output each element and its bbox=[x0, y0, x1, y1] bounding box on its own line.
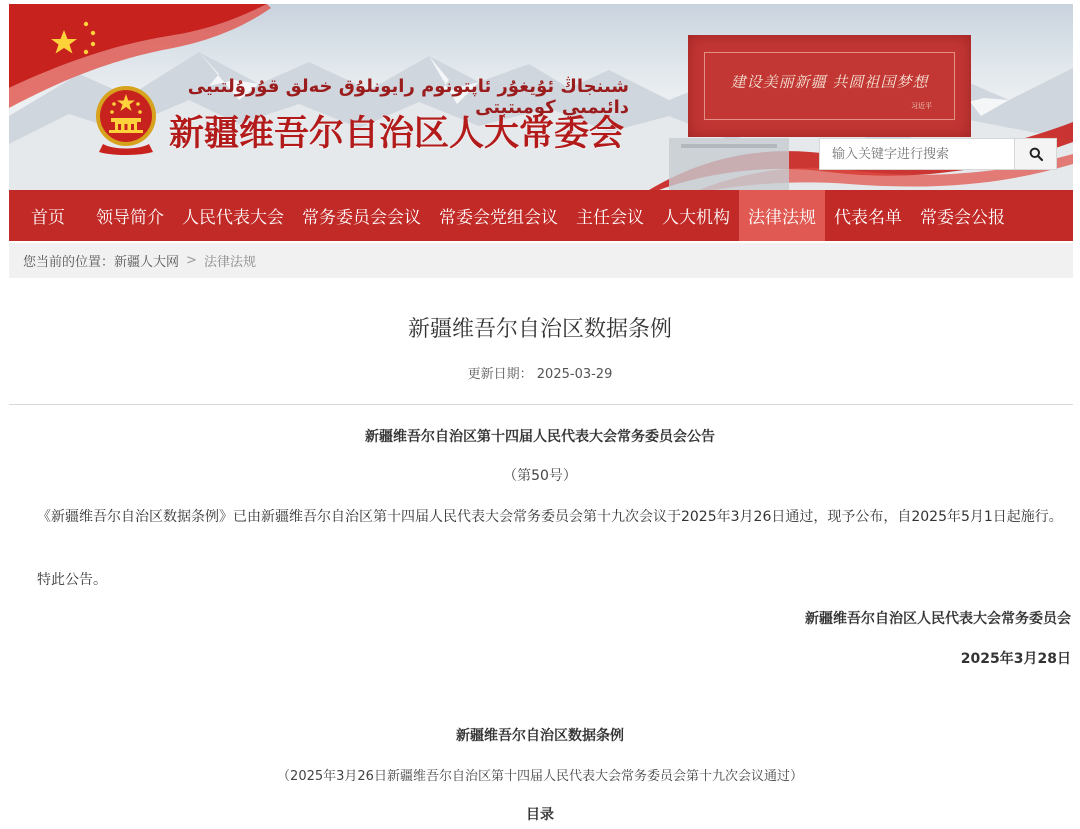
breadcrumb-home-link[interactable]: 新疆人大网 bbox=[114, 255, 180, 270]
article-title: 新疆维吾尔自治区数据条例 bbox=[407, 317, 672, 342]
notice-number: （第50号） bbox=[503, 468, 577, 484]
nav-item-laws-regulations[interactable]: 法律法规 bbox=[739, 190, 825, 241]
article-update-date: 更新日期： 2025-03-29 bbox=[467, 367, 613, 382]
nav-item-party-group-meetings[interactable]: 常委会党组会议 bbox=[439, 208, 558, 228]
notice-title: 新疆维吾尔自治区第十四届人民代表大会常务委员会公告 bbox=[365, 429, 715, 445]
nav-item-standing-committee-sessions[interactable]: 常务委员会会议 bbox=[302, 208, 421, 228]
regulation-adoption-note: （2025年3月26日新疆维吾尔自治区第十四届人民代表大会常务委员会第十九次会议通过） bbox=[277, 769, 803, 784]
notice-closing: 特此公告。 bbox=[37, 572, 107, 588]
breadcrumb-separator: > bbox=[186, 253, 197, 268]
main-nav bbox=[9, 190, 1073, 241]
notice-body: 《新疆维吾尔自治区数据条例》已由新疆维吾尔自治区第十四届人民代表大会常务委员会第十九次会议于2025年3月26日通过，现予公布，自2025年5月1日起施行。 bbox=[37, 509, 1063, 525]
notice-signer: 新疆维吾尔自治区人民代表大会常务委员会 bbox=[805, 611, 1071, 627]
slogan-signature: 习近平 bbox=[911, 102, 932, 110]
breadcrumb-current-link[interactable]: 法律法规 bbox=[203, 255, 256, 270]
nav-item-gazette[interactable]: 常委会公报 bbox=[920, 208, 1005, 228]
national-emblem-icon bbox=[93, 84, 159, 156]
slogan-text: 建设美丽新疆 共圆祖国梦想 bbox=[730, 73, 929, 91]
search-input[interactable] bbox=[819, 138, 1015, 170]
table-of-contents-label: 目录 bbox=[526, 807, 554, 823]
nav-item-peoples-congress[interactable]: 人民代表大会 bbox=[182, 208, 284, 228]
nav-item-director-meetings[interactable]: 主任会议 bbox=[576, 208, 644, 228]
title-divider bbox=[9, 404, 1073, 405]
search-button[interactable] bbox=[1015, 138, 1057, 170]
regulation-title: 新疆维吾尔自治区数据条例 bbox=[456, 728, 624, 744]
nav-item-home[interactable]: 首页 bbox=[31, 208, 65, 228]
nav-item-leaders[interactable]: 领导简介 bbox=[96, 208, 164, 228]
nav-item-institutions[interactable]: 人大机构 bbox=[662, 208, 730, 228]
search-icon bbox=[1029, 147, 1043, 161]
site-title: 新疆维吾尔自治区人大常委会 bbox=[169, 114, 625, 154]
breadcrumb-prefix: 您当前的位置： bbox=[23, 255, 115, 270]
site-title-uyghur: شىنجاڭ ئۇيغۇر ئاپتونوم رايونلۇق خەلق قۇرۇلتىيى دائىمىي كومىتېتى bbox=[187, 76, 629, 118]
slogan-board bbox=[688, 35, 971, 137]
notice-date: 2025年3月28日 bbox=[960, 651, 1071, 667]
slogan-frame bbox=[704, 52, 955, 120]
breadcrumb bbox=[9, 243, 1073, 278]
nav-item-deputy-list[interactable]: 代表名单 bbox=[834, 208, 902, 228]
